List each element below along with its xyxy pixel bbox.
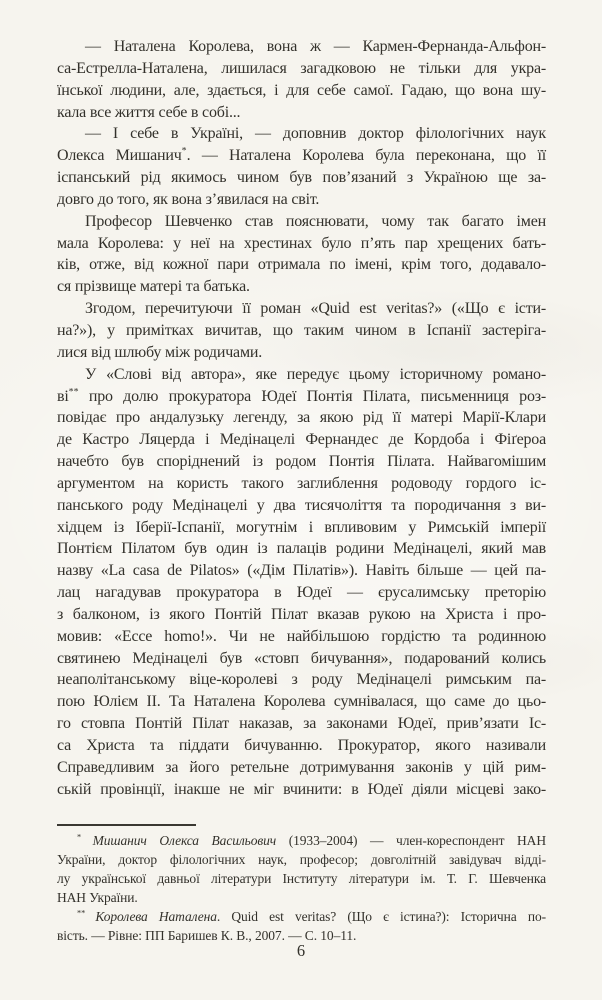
footnote-item bbox=[57, 908, 546, 946]
text-line: го стовпа Понтій Пілат наказав, за законами Юдеї, прив’язати Іс- bbox=[57, 715, 546, 733]
paragraph bbox=[57, 211, 546, 298]
text-line: Згодом, перечитуючи її роман «Quid est veritas?» («Що є істи- bbox=[85, 300, 546, 318]
page-number: 6 bbox=[296, 941, 306, 960]
paragraph bbox=[57, 36, 546, 123]
text-line: Понтієм Пілатом був один із палаців родини Медінацелі, який мав bbox=[57, 540, 546, 558]
text-line: лися від шлюбу між родичами. bbox=[57, 343, 263, 361]
text-line: — І себе в Україні, — доповнив доктор філологічних наук bbox=[85, 125, 546, 143]
footnote-marker: * bbox=[181, 145, 187, 157]
text-line: довго до того, як вона з’явилася на світ. bbox=[57, 190, 320, 208]
text-line: панського роду Медінацелі у два тисячоліття та породичання з ви- bbox=[57, 496, 546, 514]
footnote-marker: ** bbox=[77, 908, 96, 918]
text-line: лу української давньої літератури Інституту літератури ім. Т. Г. Шевченка bbox=[57, 870, 546, 886]
text-line: на?»), у примітках вичитав, що таким чином в Іспанії застеріга- bbox=[57, 321, 546, 339]
text-line: начебто був споріднений із родом Понтія Пілата. Найвагомішим bbox=[57, 453, 546, 471]
text-line: мовив: «Ecce homo!». Чи не найбільшою гордістю та родинною bbox=[57, 627, 546, 645]
text-line: іспанський рід якимось чином був пов’язаний з Україною ще за- bbox=[57, 169, 546, 187]
text-line: — Наталена Королева, вона ж — Кармен-Фернанда-Альфон- bbox=[85, 38, 546, 55]
text-line: * Мишанич Олекса Васильович (1933–2004) — член-кореспондент НАН bbox=[77, 832, 546, 848]
text-line: вість. — Рівне: ПП Баришев К. В., 2007. — С. 10–11. bbox=[57, 927, 357, 943]
footnote-item bbox=[57, 832, 546, 908]
paragraph bbox=[57, 298, 546, 364]
text-line: хідцем із Іберії-Іспанії, могутнім і впливовим у Римській імперії bbox=[57, 518, 546, 536]
text-line: з балконом, із якого Понтій Пілат вказав рукою на Христа і про- bbox=[57, 605, 546, 623]
footnote-separator bbox=[57, 824, 196, 826]
text-line: ся прізвище матері та батька. bbox=[57, 278, 250, 296]
body-text bbox=[57, 36, 546, 801]
text-line: їнської людини, але, здається, і для себе самої. Гадаю, що вона шу- bbox=[57, 81, 546, 99]
footnote-marker: ** bbox=[68, 386, 79, 398]
text-line: лац нагадував прокуратора в Юдеї — єрусалимську преторію bbox=[57, 584, 546, 602]
text-line: мала Королева: у неї на хрестинах було п’ять пар хрещених бать- bbox=[57, 234, 546, 252]
text-line: де Кастро Ляцерда і Медінацелі Фернандес де Кордоба і Фіґероа bbox=[57, 431, 546, 449]
paragraph bbox=[57, 364, 546, 801]
text-line: назву «La casa de Pilatos» («Дім Пілатів»). Навіть більше — цей па- bbox=[57, 562, 546, 580]
text-line: НАН України. bbox=[57, 889, 138, 905]
text-line: кала все життя себе в собі... bbox=[57, 103, 241, 121]
text-line: Професор Шевченко став пояснювати, чому так багато імен bbox=[85, 212, 546, 230]
text-line: ** Королева Наталена. Quid est veritas? (Що є істина?): Історична по- bbox=[77, 908, 546, 924]
text-line: Олекса Мишанич*. — Наталена Королева була переконана, що її bbox=[57, 145, 547, 165]
text-line: ків, отже, від кожної пари отримала по імені, крім того, додавало- bbox=[57, 256, 546, 274]
text-line: святинею Медінацелі був «стовп бичування», подарований колись bbox=[57, 649, 546, 667]
footnote-marker: * bbox=[77, 832, 93, 842]
text-line: аргументом на користь такого заглиблення родоводу гордого іс- bbox=[57, 474, 546, 492]
text-line: У «Слові від автора», яке передує цьому історичному романо- bbox=[85, 365, 546, 383]
text-line: повідає про андалузьку легенду, за якою рід її матері Марії-Клари bbox=[57, 409, 546, 427]
paragraph bbox=[57, 123, 546, 210]
text-line: са-Естрелла-Наталена, лишилася загадковою не тільки для укра- bbox=[57, 59, 546, 77]
text-line: ві** про долю прокуратора Юдеї Понтія Пілата, письменниця роз- bbox=[57, 386, 546, 405]
text-line: неаполітанському віце-королеві з роду Медінацелі римським па- bbox=[57, 671, 546, 689]
footnotes bbox=[57, 832, 546, 945]
text-line: Справедливим за його ретельне дотримування законів у цій рим- bbox=[57, 758, 546, 776]
text-line: пою Юлієм II. Та Наталена Королева сумнівалася, що саме до цьо- bbox=[57, 693, 546, 711]
text-line: ській провінції, інакше не міг вчинити: в Юдеї діяли місцеві зако- bbox=[57, 780, 546, 798]
text-line: України, доктор філологічних наук, професор; довголітній завідувач відді- bbox=[57, 851, 546, 867]
text-line: са Христа та піддати бичуванню. Прокуратор, якого називали bbox=[57, 737, 546, 754]
